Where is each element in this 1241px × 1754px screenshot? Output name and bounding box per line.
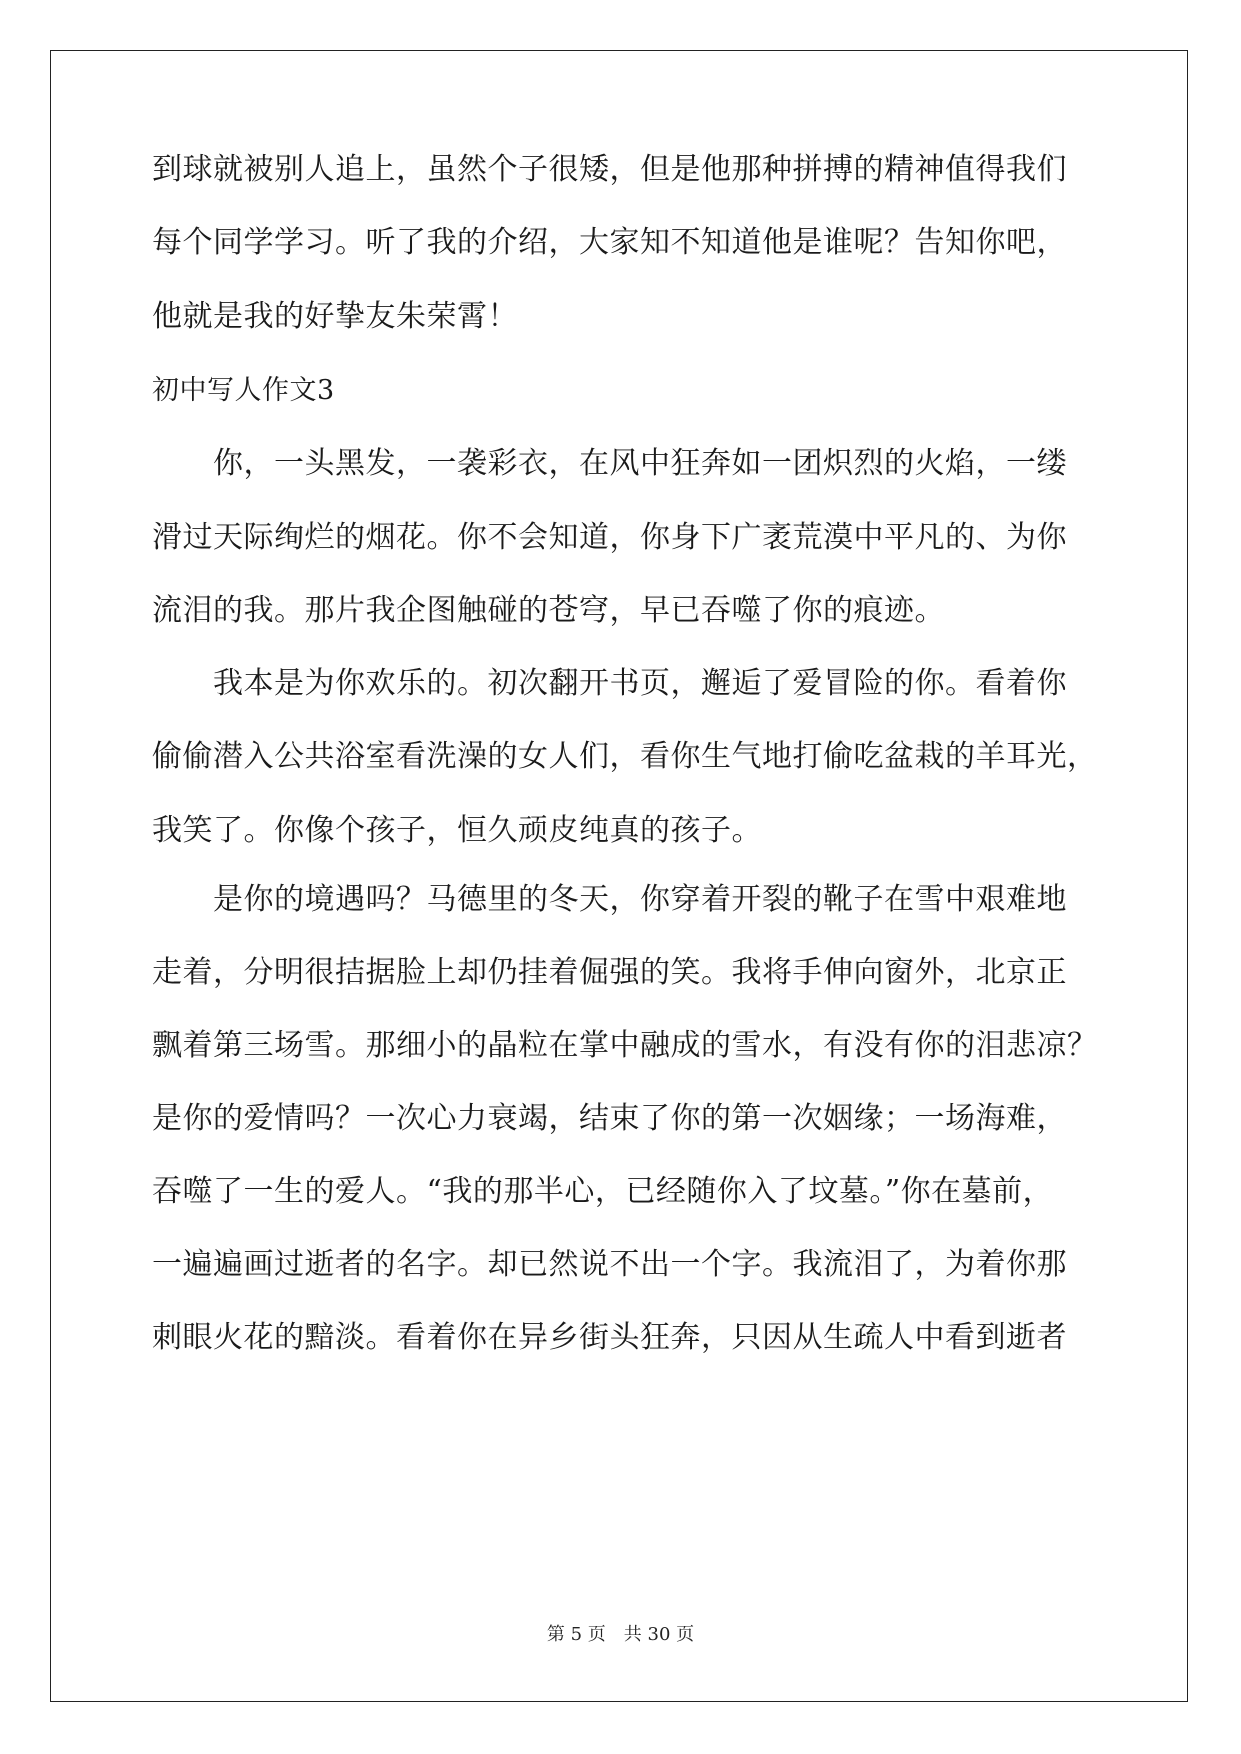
text-line: 走着，分明很拮据脸上却仍挂着倔强的笑。我将手伸向窗外，北京正 <box>152 955 1067 990</box>
text-line: 我笑了。你像个孩子，恒久顽皮纯真的孩子。 <box>152 813 762 848</box>
text-line: 滑过天际绚烂的烟花。你不会知道，你身下广袤荒漠中平凡的、为你 <box>152 520 1067 555</box>
text-line: 一遍遍画过逝者的名字。却已然说不出一个字。我流泪了，为着你那 <box>152 1247 1067 1282</box>
text-line: 是你的境遇吗？马德里的冬天，你穿着开裂的靴子在雪中艰难地 <box>152 882 1067 917</box>
text-line: 你，一头黑发，一袭彩衣，在风中狂奔如一团炽烈的火焰，一缕 <box>152 446 1067 481</box>
text-line: 到球就被别人追上，虽然个子很矮，但是他那种拼搏的精神值得我们 <box>152 152 1067 187</box>
text-line: 飘着第三场雪。那细小的晶粒在掌中融成的雪水，有没有你的泪悲凉？ <box>152 1028 1098 1063</box>
section-heading: 初中写人作文3 <box>152 375 335 406</box>
text-line: 刺眼火花的黯淡。看着你在异乡街头狂奔，只因从生疏人中看到逝者 <box>152 1320 1067 1355</box>
text-line: 是你的爱情吗？一次心力衰竭，结束了你的第一次姻缘；一场海难， <box>152 1101 1067 1136</box>
text-line: 他就是我的好挚友朱荣霄！ <box>152 299 518 334</box>
text-line: 每个同学学习。听了我的介绍，大家知不知道他是谁呢？告知你吧， <box>152 225 1067 260</box>
text-line: 吞噬了一生的爱人。“我的那半心，已经随你入了坟墓。”你在墓前， <box>152 1174 1054 1209</box>
text-line: 我本是为你欢乐的。初次翻开书页，邂逅了爱冒险的你。看着你 <box>152 666 1067 701</box>
text-line: 偷偷潜入公共浴室看洗澡的女人们，看你生气地打偷吃盆栽的羊耳光， <box>152 739 1098 774</box>
page-number-footer: 第 5 页 共 30 页 <box>546 1624 695 1645</box>
text-line: 流泪的我。那片我企图触碰的苍穹，早已吞噬了你的痕迹。 <box>152 593 945 628</box>
